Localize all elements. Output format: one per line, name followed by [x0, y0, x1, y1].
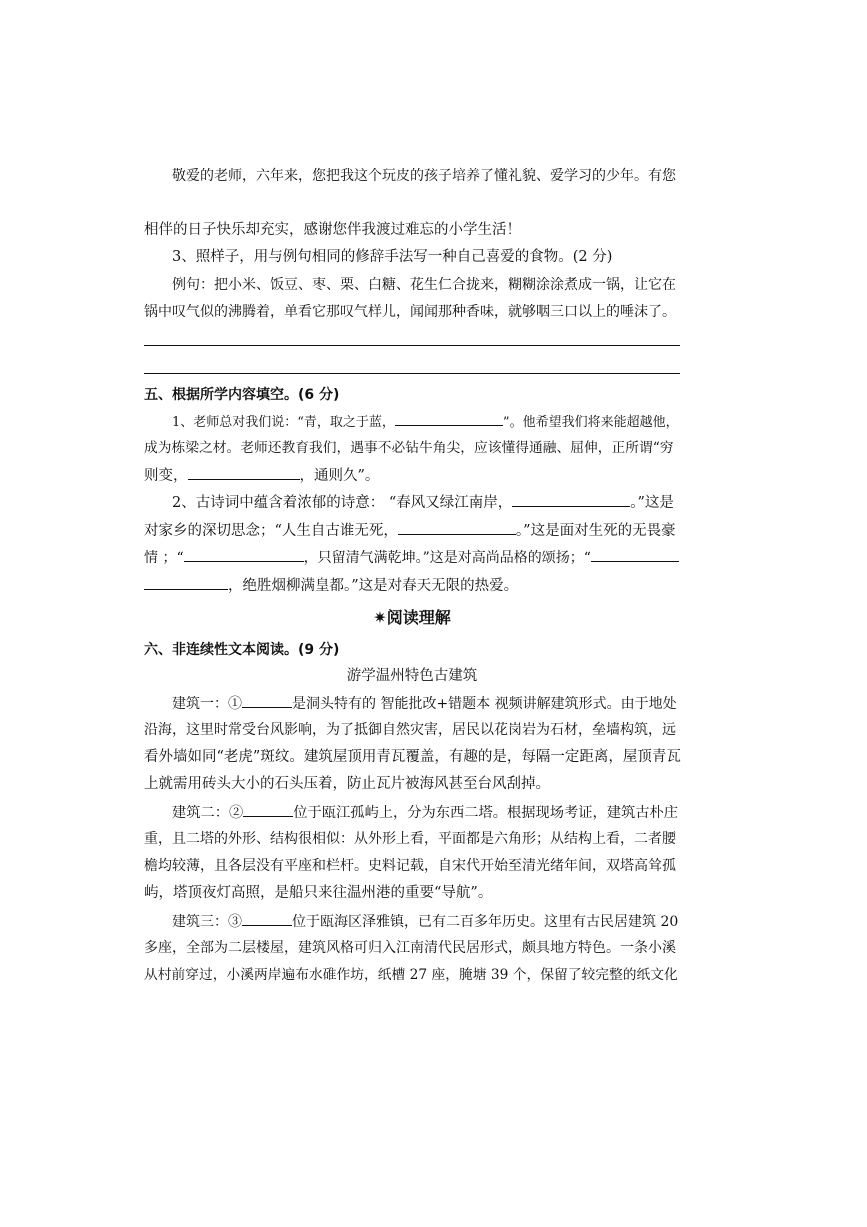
para-text: 建筑二：②	[172, 805, 244, 821]
q5-text: 1、老师总对我们说：“青，取之于蓝，	[172, 415, 395, 430]
building-1-line: 上就需用砖头大小的石头压着，防止瓦片被海风甚至台风刮掉。	[144, 776, 550, 792]
building-1-line	[172, 693, 680, 714]
q5-line	[144, 465, 680, 486]
q4-question-3: 3、照样子，用与例句相同的修辞手法写一种自己喜爱的食物。(2 分)	[172, 249, 613, 265]
q5-line	[144, 520, 680, 541]
fill-blank[interactable]	[242, 693, 292, 708]
building-1-line: 沿海，这里时常受台风影响，为了抵御自然灾害，居民以花岗岩为石材，垒墙构筑，远	[144, 722, 676, 738]
fill-blank[interactable]	[591, 547, 679, 562]
q5-text: 情 ；“	[144, 550, 184, 566]
building-3-line: 从村前穿过，小溪两岸遍布水碓作坊，纸槽 27 座，腌塘 39 个，保留了较完整的纸文化	[144, 967, 678, 983]
q5-text: ，绝胜烟柳满皇都。”这是对春天无限的热爱。	[228, 578, 519, 594]
q5-line	[144, 575, 680, 596]
fill-blank[interactable]	[144, 575, 228, 590]
q5-line: 成为栋梁之材。老师还教育我们，遇事不必钻牛角尖，应该懂得通融、屈伸，正所谓“穷	[144, 440, 674, 456]
section-title: ✷阅读理解	[373, 608, 451, 627]
building-1-line: 看外墙如同“老虎”斑纹。建筑屋顶用青瓦覆盖，有趣的是，每隔一定距离，屋顶青瓦	[144, 749, 681, 765]
q5-text: ”。他希望我们将来能超越他，	[502, 415, 679, 430]
building-2-line: 檐均较薄，且各层没有平座和栏杆。史料记载，自宋代开始至清光绪年间，双塔高耸孤	[144, 858, 676, 874]
q5-text: 2、古诗词中蕴含着浓郁的诗意： “春风又绿江南岸，	[172, 495, 513, 511]
building-2-line	[172, 802, 680, 823]
q5-line	[144, 547, 680, 568]
building-2-line: 屿，塔顶夜灯高照，是船只来往温州港的重要“导航”。	[144, 885, 493, 901]
q4-example-line: 例句：把小米、饭豆、枣、栗、白糖、花生仁合拢来，糊糊涂涂煮成一锅，让它在	[172, 277, 676, 293]
q6-heading: 六、非连续性文本阅读。(9 分)	[144, 642, 340, 658]
answer-line[interactable]	[144, 373, 680, 374]
q5-text: 。”这是面对生死的无畏豪	[515, 523, 676, 539]
article-title: 游学温州特色古建筑	[346, 668, 478, 684]
answer-line[interactable]	[144, 345, 680, 346]
q5-text: ，只留清气满乾坤。”这是对高尚品格的颂扬；“	[303, 550, 591, 566]
q4-example-line: 锅中叹气似的沸腾着，单看它那叹气样儿，闻闻那种香味，就够咽三口以上的唾沫了。	[144, 304, 676, 320]
q4-text-line: 敬爱的老师，六年来，您把我这个玩皮的孩子培养了懂礼貌、爱学习的少年。有您	[172, 168, 676, 184]
q5-text: ，通则久”。	[299, 468, 380, 484]
fill-blank[interactable]	[512, 492, 630, 507]
para-text: 建筑三：③	[172, 914, 242, 930]
fill-blank[interactable]	[188, 465, 300, 480]
para-text: 是洞头特有的 智能批改+错题本 视频讲解建筑形式。由于地处	[292, 696, 677, 712]
fill-blank[interactable]	[184, 547, 304, 562]
building-3-line: 多座，全部为二层楼屋，建筑风格可归入江南清代民居形式，颇具地方特色。一条小溪	[144, 940, 676, 956]
q5-text: 对家乡的深切思念；“人生自古谁无死，	[144, 523, 398, 539]
q5-line	[172, 492, 680, 513]
q5-text: 则变，	[144, 468, 188, 484]
q5-heading: 五、根据所学内容填空。(6 分)	[144, 387, 340, 403]
fill-blank[interactable]	[242, 911, 292, 926]
fill-blank[interactable]	[398, 520, 516, 535]
fill-blank[interactable]	[395, 411, 503, 426]
q4-text-line: 相伴的日子快乐却充实，感谢您伴我渡过难忘的小学生活！	[144, 222, 521, 238]
building-2-line: 重，且二塔的外形、结构很相似：从外形上看，平面都是六角形；从结构上看，二者腰	[144, 831, 676, 847]
para-text: 位于瓯海区泽雅镇，已有二百多年历史。这里有古民居建筑 20	[292, 914, 679, 930]
para-text: 位于瓯江孤屿上，分为东西二塔。根据现场考证，建筑古朴庄	[293, 805, 679, 821]
q5-text: 。”这是	[630, 495, 674, 511]
building-3-line	[172, 911, 680, 932]
fill-blank[interactable]	[243, 802, 293, 817]
para-text: 建筑一：①	[172, 696, 242, 712]
q5-line	[172, 411, 680, 433]
